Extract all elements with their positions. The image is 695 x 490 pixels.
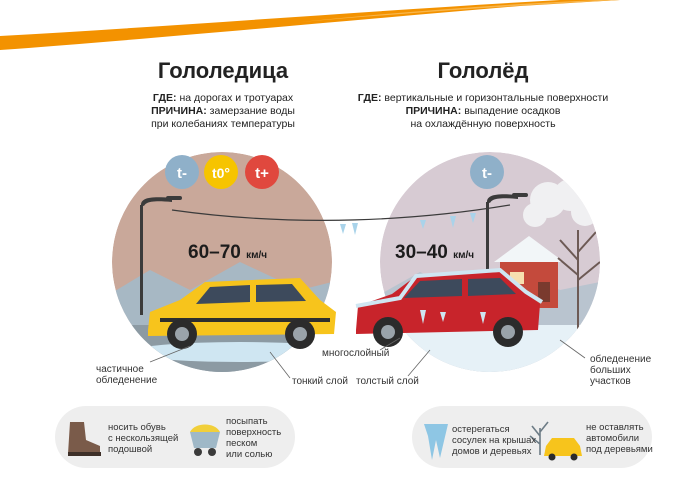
right-speed [395,242,474,264]
tip-icicles-line-2: сосулек на крышах [452,435,537,446]
tip-sand-line-2: поверхность [226,427,282,438]
tip-sand-line-4: или солью [226,449,273,460]
badge-t-minus-right [470,155,504,189]
left-where-text: на дорогах и тротуарах [179,92,294,104]
label-thin-layer: тонкий слой [292,376,348,387]
label-large-line-3: участков [590,376,631,387]
left-cause [118,105,328,118]
label-partial-icing [96,364,157,386]
label-large-areas [590,354,651,387]
tip-sand-line-1: посыпать [226,416,268,427]
svg-text:t-: t- [177,165,187,182]
label-large-line-1: обледенение [590,354,652,365]
tip-boots-line-3: подошвой [108,444,153,455]
label-partial-line-2: обледенение [96,375,158,386]
label-large-line-2: больших [590,365,631,376]
tip-boots [108,422,178,455]
right-cause-label: ПРИЧИНА: [405,105,462,117]
label-thick-layer: толстый слой [356,376,419,387]
left-cause-text-1: замерзание воды [209,105,295,117]
left-speed [188,242,267,264]
orange-swoosh [0,0,620,50]
tip-no-parking-line-2: автомобили [586,433,640,444]
tip-icicles-line-3: домов и деревьях [452,446,532,457]
right-where [350,92,616,105]
right-title: Гололёд [437,58,529,83]
left-cause-text-2: при колебаниях температуры [151,118,295,130]
badge-t-plus [245,155,279,189]
right-speed-unit: км/ч [453,250,475,261]
left-where [118,92,328,105]
right-where-text: вертикальные и горизонтальные поверхности [384,92,609,104]
svg-text:t0°: t0° [211,165,231,181]
left-speed-unit: км/ч [246,250,268,261]
left-cause-label: ПРИЧИНА: [151,105,207,117]
right-cause-text-1: выпадение осадков [464,105,561,117]
label-partial-line-1: частичное [96,364,144,375]
right-cause [350,105,616,118]
right-speed-value: 30–40 [395,242,448,263]
tip-sand [226,416,281,460]
badge-t-zero [204,155,238,189]
tip-sand-line-3: песком [226,438,258,449]
tip-boots-line-1: носить обувь [108,422,166,433]
tip-icicles-line-1: остерегаться [452,424,510,435]
right-where-label: ГДЕ: [357,92,382,104]
badge-t-minus-left [165,155,199,189]
left-speed-value: 60–70 [188,242,241,263]
tip-boots-line-2: с нескользящей [108,433,179,444]
tip-no-parking [586,422,653,455]
tip-no-parking-line-3: под деревьями [586,444,653,455]
left-where-label: ГДЕ: [152,92,177,104]
label-multilayer: многослойный [322,348,390,359]
tip-icicles [452,424,536,457]
left-scene [100,152,360,385]
right-cause-text-2: на охлаждённую поверхность [410,118,556,130]
svg-text:t-: t- [482,165,492,182]
left-title: Гололедица [157,58,289,83]
tip-no-parking-line-1: не оставлять [586,422,644,433]
svg-text:t+: t+ [255,165,269,182]
